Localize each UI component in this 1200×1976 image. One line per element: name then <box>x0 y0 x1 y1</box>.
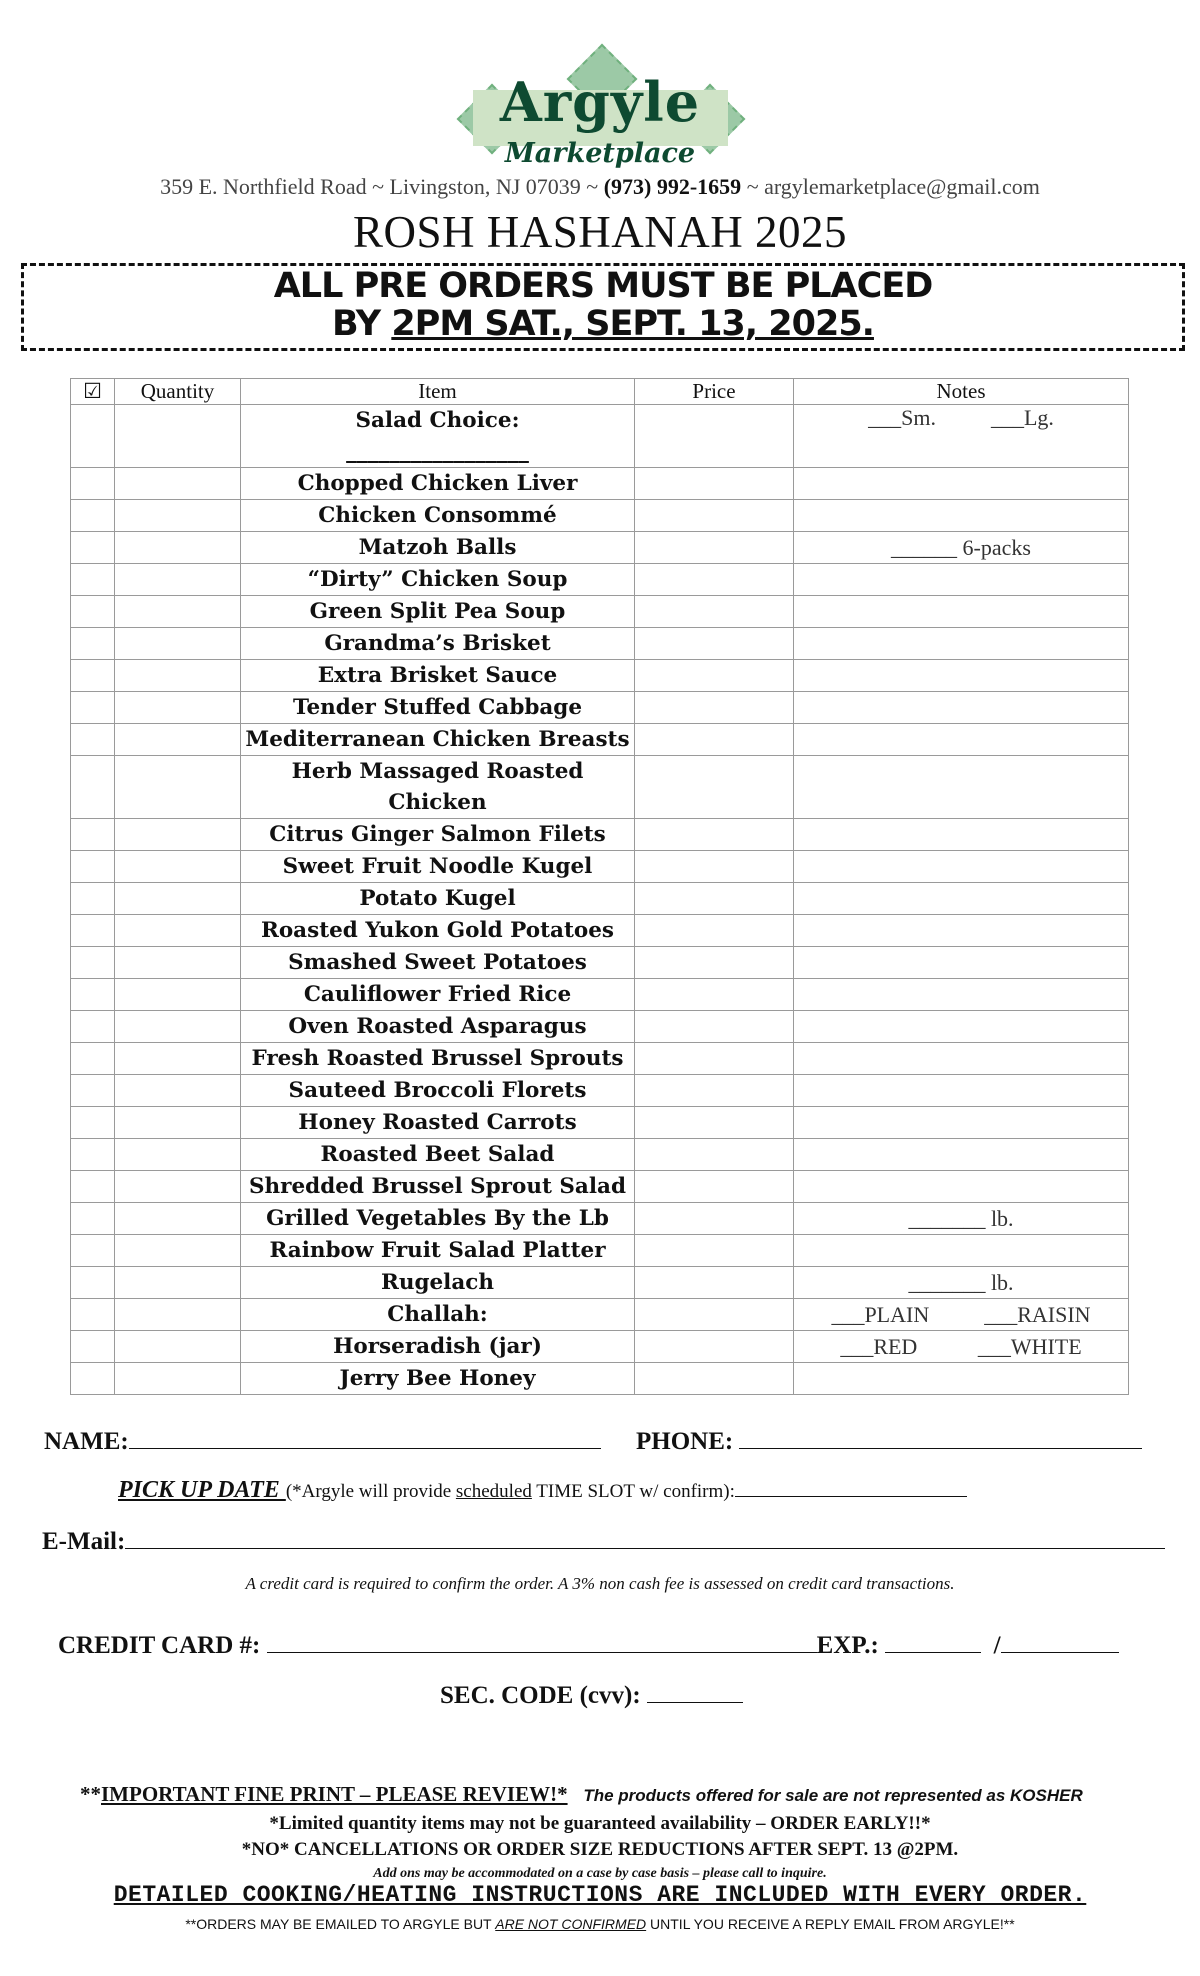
row-quantity[interactable] <box>115 1299 241 1331</box>
row-checkbox[interactable] <box>71 819 115 851</box>
table-header-row <box>71 379 1129 405</box>
row-notes[interactable] <box>794 979 1129 1011</box>
row-notes[interactable] <box>794 692 1129 724</box>
row-price <box>635 1299 794 1331</box>
row-price <box>635 1043 794 1075</box>
row-checkbox[interactable] <box>71 947 115 979</box>
name-label: NAME: <box>44 1428 129 1455</box>
table-row <box>71 1139 1129 1171</box>
table-row <box>71 851 1129 883</box>
order-table <box>70 378 1129 1395</box>
row-quantity[interactable] <box>115 915 241 947</box>
row-notes[interactable] <box>794 947 1129 979</box>
row-price <box>635 1203 794 1235</box>
row-item: Sauteed Broccoli Florets <box>241 1075 635 1107</box>
row-quantity[interactable] <box>115 819 241 851</box>
table-row <box>71 1107 1129 1139</box>
row-quantity[interactable] <box>115 532 241 564</box>
deadline-notice <box>21 263 1185 351</box>
row-notes[interactable] <box>794 1363 1129 1395</box>
row-notes[interactable]: _______ lb. <box>794 1203 1129 1235</box>
row-notes[interactable]: ___PLAIN ___RAISIN <box>794 1299 1129 1331</box>
row-notes[interactable] <box>794 468 1129 500</box>
row-item: Challah: <box>241 1299 635 1331</box>
row-checkbox[interactable] <box>71 1075 115 1107</box>
cvv-field[interactable] <box>440 1682 743 1710</box>
row-item: Sweet Fruit Noodle Kugel <box>241 851 635 883</box>
row-item: Rainbow Fruit Salad Platter <box>241 1235 635 1267</box>
row-item: Honey Roasted Carrots <box>241 1107 635 1139</box>
row-price <box>635 1331 794 1363</box>
row-quantity[interactable] <box>115 692 241 724</box>
header-price: Price <box>635 379 794 405</box>
fine-print-heading: **IMPORTANT FINE PRINT – PLEASE REVIEW!* The products offered for sale are not represented as KOSHER <box>80 1782 1083 1806</box>
row-checkbox[interactable] <box>71 979 115 1011</box>
row-checkbox[interactable] <box>71 851 115 883</box>
table-row <box>71 660 1129 692</box>
table-row <box>71 1267 1129 1299</box>
table-row <box>71 883 1129 915</box>
row-notes[interactable] <box>794 819 1129 851</box>
row-item: Oven Roasted Asparagus <box>241 1011 635 1043</box>
row-item: Roasted Beet Salad <box>241 1139 635 1171</box>
fine-print-line-1: *Limited quantity items may not be guaranteed availability – ORDER EARLY!!* <box>269 1813 931 1834</box>
name-field[interactable] <box>44 1428 601 1456</box>
row-notes[interactable] <box>794 1171 1129 1203</box>
table-row <box>71 1011 1129 1043</box>
row-checkbox[interactable] <box>71 1267 115 1299</box>
row-notes[interactable] <box>794 628 1129 660</box>
fine-print-line-4: DETAILED COOKING/HEATING INSTRUCTIONS ARE INCLUDED WITH EVERY ORDER. <box>113 1882 1087 1908</box>
page-title: ROSH HASHANAH 2025 <box>352 207 848 257</box>
row-quantity[interactable] <box>115 596 241 628</box>
table-row <box>71 724 1129 756</box>
row-checkbox[interactable] <box>71 1235 115 1267</box>
table-row <box>71 468 1129 500</box>
row-price <box>635 468 794 500</box>
row-notes[interactable]: ___Sm. ___Lg. <box>794 405 1129 468</box>
row-item: Fresh Roasted Brussel Sprouts <box>241 1043 635 1075</box>
row-price <box>635 819 794 851</box>
row-item: Potato Kugel <box>241 883 635 915</box>
row-notes[interactable] <box>794 1075 1129 1107</box>
store-logo <box>455 62 745 172</box>
header-check: ☑ <box>71 379 115 405</box>
email-label: E-Mail: <box>42 1528 126 1555</box>
row-item: Shredded Brussel Sprout Salad <box>241 1171 635 1203</box>
cvv-label: SEC. CODE (cvv): <box>440 1682 641 1709</box>
credit-card-label: CREDIT CARD #: <box>58 1632 261 1659</box>
fine-print-line-3: Add ons may be accommodated on a case by case basis – please call to inquire. <box>373 1866 827 1881</box>
header-item: Item <box>241 379 635 405</box>
row-item: Salad Choice: _________________ <box>241 405 635 468</box>
row-quantity[interactable] <box>115 883 241 915</box>
row-checkbox[interactable] <box>71 532 115 564</box>
row-price <box>635 628 794 660</box>
notice-line-2: BY 2PM SAT., SEPT. 13, 2025. <box>332 304 874 344</box>
row-checkbox[interactable] <box>71 468 115 500</box>
row-checkbox[interactable] <box>71 628 115 660</box>
row-checkbox[interactable] <box>71 660 115 692</box>
phone-field[interactable] <box>636 1428 1142 1456</box>
table-row <box>71 628 1129 660</box>
table-row <box>71 1043 1129 1075</box>
row-item: Grandma’s Brisket <box>241 628 635 660</box>
row-checkbox[interactable] <box>71 692 115 724</box>
row-checkbox[interactable] <box>71 1203 115 1235</box>
table-row <box>71 564 1129 596</box>
row-notes[interactable] <box>794 596 1129 628</box>
row-checkbox[interactable] <box>71 1043 115 1075</box>
row-notes[interactable] <box>794 915 1129 947</box>
row-item: Tender Stuffed Cabbage <box>241 692 635 724</box>
table-row <box>71 979 1129 1011</box>
credit-card-field[interactable]: CREDIT CARD #: EXP.: / <box>58 1632 1119 1660</box>
row-checkbox[interactable] <box>71 1331 115 1363</box>
row-item: Citrus Ginger Salmon Filets <box>241 819 635 851</box>
pickup-label: PICK UP DATE <box>118 1477 286 1503</box>
row-item: Grilled Vegetables By the Lb <box>241 1203 635 1235</box>
row-price <box>635 500 794 532</box>
row-checkbox[interactable] <box>71 596 115 628</box>
row-price <box>635 596 794 628</box>
row-item: Chicken Consommé <box>241 500 635 532</box>
row-quantity[interactable] <box>115 1267 241 1299</box>
row-notes[interactable]: _______ lb. <box>794 1267 1129 1299</box>
row-notes[interactable] <box>794 851 1129 883</box>
row-price <box>635 564 794 596</box>
row-checkbox[interactable] <box>71 1299 115 1331</box>
row-item: Smashed Sweet Potatoes <box>241 947 635 979</box>
row-price <box>635 756 794 819</box>
row-price <box>635 1011 794 1043</box>
row-notes[interactable] <box>794 500 1129 532</box>
table-row <box>71 596 1129 628</box>
store-address: 359 E. Northfield Road ~ Livingston, NJ 07039 ~ (973) 992-1659 ~ argylemarketplace@gmail.com <box>160 174 1040 199</box>
row-item: Jerry Bee Honey <box>241 1363 635 1395</box>
table-row <box>71 532 1129 564</box>
table-row <box>71 405 1129 468</box>
row-item: Green Split Pea Soup <box>241 596 635 628</box>
table-row <box>71 1235 1129 1267</box>
row-quantity[interactable] <box>115 1171 241 1203</box>
row-price <box>635 1363 794 1395</box>
row-price <box>635 979 794 1011</box>
row-notes[interactable] <box>794 1107 1129 1139</box>
row-checkbox[interactable] <box>71 1139 115 1171</box>
notice-line-1: ALL PRE ORDERS MUST BE PLACED <box>273 266 933 306</box>
row-checkbox[interactable] <box>71 883 115 915</box>
row-price <box>635 532 794 564</box>
row-item: Extra Brisket Sauce <box>241 660 635 692</box>
row-price <box>635 405 794 468</box>
row-notes[interactable]: ______ 6-packs <box>794 532 1129 564</box>
pickup-field[interactable]: PICK UP DATE (*Argyle will provide scheduled TIME SLOT w/ confirm): <box>118 1476 967 1504</box>
fine-print-line-5: **ORDERS MAY BE EMAILED TO ARGYLE BUT ARE NOT CONFIRMED UNTIL YOU RECEIVE A REPLY EMAIL FROM ARGYLE!** <box>185 1916 1015 1932</box>
row-item: Mediterranean Chicken Breasts <box>241 724 635 756</box>
row-quantity[interactable] <box>115 1235 241 1267</box>
row-quantity[interactable] <box>115 564 241 596</box>
row-checkbox[interactable] <box>71 1107 115 1139</box>
logo-text: Argyle <box>499 70 701 134</box>
row-item: Chopped Chicken Liver <box>241 468 635 500</box>
row-quantity[interactable] <box>115 405 241 468</box>
row-price <box>635 692 794 724</box>
row-quantity[interactable] <box>115 724 241 756</box>
row-checkbox[interactable] <box>71 1171 115 1203</box>
row-notes[interactable] <box>794 564 1129 596</box>
row-quantity[interactable] <box>115 628 241 660</box>
row-price <box>635 1267 794 1299</box>
row-item: Rugelach <box>241 1267 635 1299</box>
exp-label: EXP.: <box>816 1632 879 1659</box>
row-notes[interactable] <box>794 883 1129 915</box>
row-item: “Dirty” Chicken Soup <box>241 564 635 596</box>
row-item: Matzoh Balls <box>241 532 635 564</box>
row-item: Cauliflower Fried Rice <box>241 979 635 1011</box>
row-quantity[interactable] <box>115 1139 241 1171</box>
row-price <box>635 883 794 915</box>
row-price <box>635 1139 794 1171</box>
row-price <box>635 915 794 947</box>
row-notes[interactable] <box>794 724 1129 756</box>
row-quantity[interactable] <box>115 756 241 819</box>
row-checkbox[interactable] <box>71 405 115 468</box>
row-notes[interactable] <box>794 1011 1129 1043</box>
logo-subtext: Marketplace <box>504 138 696 169</box>
table-row <box>71 1171 1129 1203</box>
row-quantity[interactable] <box>115 1011 241 1043</box>
row-notes[interactable] <box>794 756 1129 819</box>
row-price <box>635 851 794 883</box>
row-quantity[interactable] <box>115 468 241 500</box>
store-phone: (973) 992-1659 <box>603 174 742 199</box>
row-quantity[interactable] <box>115 947 241 979</box>
fine-print-line-2: *NO* CANCELLATIONS OR ORDER SIZE REDUCTIONS AFTER SEPT. 13 @2PM. <box>241 1839 959 1860</box>
row-checkbox[interactable] <box>71 724 115 756</box>
row-price <box>635 1171 794 1203</box>
table-row <box>71 1331 1129 1363</box>
row-price <box>635 1075 794 1107</box>
row-quantity[interactable] <box>115 979 241 1011</box>
row-item: Roasted Yukon Gold Potatoes <box>241 915 635 947</box>
row-quantity[interactable] <box>115 1043 241 1075</box>
phone-label: PHONE: <box>636 1428 734 1455</box>
table-row <box>71 1203 1129 1235</box>
row-notes[interactable]: ___RED ___WHITE <box>794 1331 1129 1363</box>
table-row <box>71 756 1129 819</box>
header-quantity: Quantity <box>115 379 241 405</box>
row-notes[interactable] <box>794 1139 1129 1171</box>
row-price <box>635 1107 794 1139</box>
row-checkbox[interactable] <box>71 564 115 596</box>
row-notes[interactable] <box>794 1235 1129 1267</box>
row-quantity[interactable] <box>115 1363 241 1395</box>
row-quantity[interactable] <box>115 1107 241 1139</box>
row-item: Herb Massaged Roasted Chicken <box>241 756 635 819</box>
table-row <box>71 500 1129 532</box>
row-price <box>635 1235 794 1267</box>
row-price <box>635 947 794 979</box>
row-quantity[interactable] <box>115 1075 241 1107</box>
table-row <box>71 1075 1129 1107</box>
row-checkbox[interactable] <box>71 500 115 532</box>
row-quantity[interactable] <box>115 1203 241 1235</box>
table-row <box>71 819 1129 851</box>
table-row <box>71 692 1129 724</box>
row-checkbox[interactable] <box>71 915 115 947</box>
table-row <box>71 947 1129 979</box>
row-item: Horseradish (jar) <box>241 1331 635 1363</box>
row-quantity[interactable] <box>115 500 241 532</box>
row-checkbox[interactable] <box>71 1011 115 1043</box>
row-notes[interactable] <box>794 660 1129 692</box>
credit-card-note: A credit card is required to confirm the order. A 3% non cash fee is assessed on credit card transactions. <box>245 1574 955 1593</box>
row-quantity[interactable] <box>115 1331 241 1363</box>
email-field[interactable] <box>42 1528 1165 1556</box>
row-checkbox[interactable] <box>71 1363 115 1395</box>
table-row <box>71 1299 1129 1331</box>
row-notes[interactable] <box>794 1043 1129 1075</box>
kosher-disclaimer: The products offered for sale are not represented as KOSHER <box>583 1786 1083 1805</box>
row-quantity[interactable] <box>115 660 241 692</box>
table-row <box>71 915 1129 947</box>
header-notes: Notes <box>794 379 1129 405</box>
table-row <box>71 1363 1129 1395</box>
row-price <box>635 724 794 756</box>
row-price <box>635 660 794 692</box>
row-quantity[interactable] <box>115 851 241 883</box>
row-checkbox[interactable] <box>71 756 115 819</box>
